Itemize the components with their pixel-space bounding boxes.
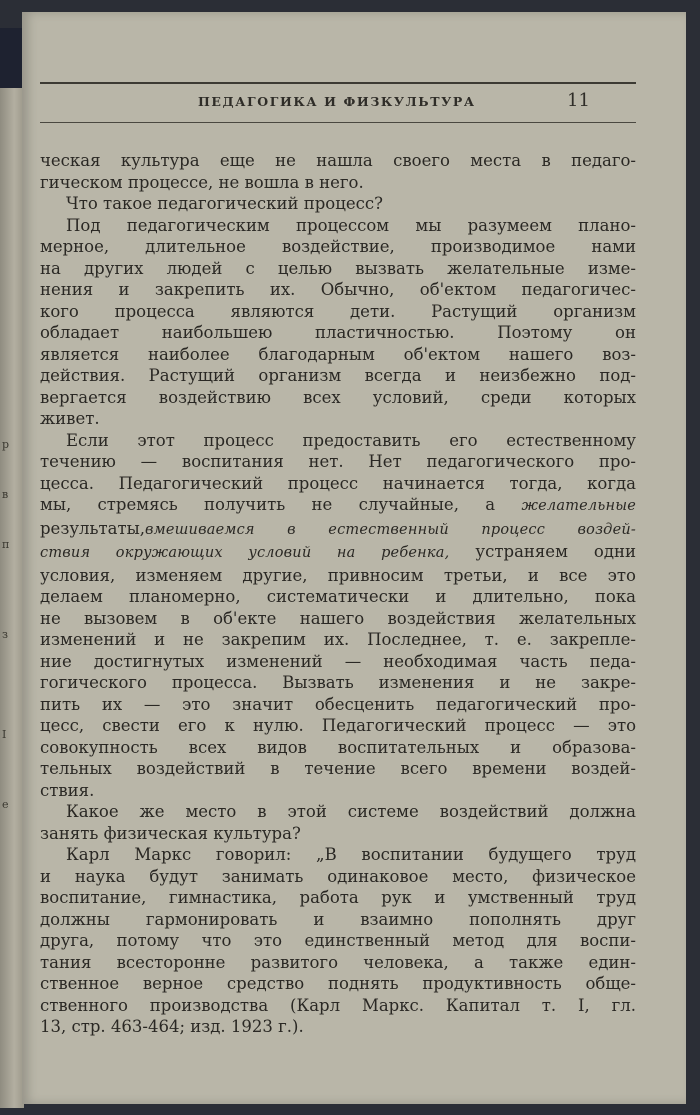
text-line: и наука будут занимать одинаковое место, физическое xyxy=(40,866,636,886)
italic-run: желательные xyxy=(521,498,636,514)
text-line: Что такое педагогический процесс? xyxy=(66,194,383,213)
text-line: ственного производства (Карл Маркс. Капитал т. I, гл. xyxy=(40,995,636,1015)
adjacent-page-glyph: р xyxy=(2,438,10,451)
adjacent-page-edge xyxy=(0,28,24,1108)
text-line: живет. xyxy=(40,409,100,428)
text-line: вергается воздействию всех условий, среди которых xyxy=(40,387,636,407)
text-line: Если этот процесс предоставить его естественному xyxy=(66,430,636,450)
text-line: делаем планомерно, систематически и длительно, пока xyxy=(40,587,636,606)
text-line: цесс, свести его к нулю. Педагогический процесс — это xyxy=(40,716,636,735)
text-line: течению — воспитания нет. Нет педагогического про- xyxy=(40,452,636,471)
text-line: нения и закрепить их. Обычно, об'ектом педагогичес- xyxy=(40,280,636,299)
text-line: мерное, длительное воздействие, производимое нами xyxy=(40,237,636,256)
body-text xyxy=(40,150,636,1038)
adjacent-page-glyph: е xyxy=(2,798,9,811)
text-line: 13, стр. 463-464; изд. 1923 г.). xyxy=(40,1017,304,1036)
text-line: на других людей с целью вызвать желательные изме- xyxy=(40,258,636,278)
text-line xyxy=(40,541,636,565)
adjacent-page-glyph: п xyxy=(2,538,10,551)
text-line xyxy=(40,494,636,518)
text-line: гогического процесса. Вызвать изменения и не закре- xyxy=(40,673,636,692)
text-line: занять физическая культура? xyxy=(40,823,301,843)
adjacent-page-glyph: I xyxy=(2,728,7,741)
text-line: изменений и не закрепим их. Последнее, т. е. закрепле- xyxy=(40,630,636,649)
text-line: пить их — это значит обесценить педагогический про- xyxy=(40,694,636,714)
page-number: 11 xyxy=(567,90,590,111)
text-line: Карл Маркс говорил: „В воспитании будущего труд xyxy=(66,845,636,864)
text-line xyxy=(40,518,636,542)
adjacent-page-glyph: з xyxy=(2,628,8,641)
italic-run: ствия окружающих условий на ребенка, xyxy=(40,545,450,561)
text-line: является наиболее благодарным об'ектом нашего воз- xyxy=(40,344,636,364)
text-line: тельных воздействий в течение всего времени воздей- xyxy=(40,759,636,778)
text-line: совокупность всех видов воспитательных и образова- xyxy=(40,737,636,757)
text-line: ние достигнутых изменений — необходимая часть педа- xyxy=(40,651,636,671)
text-line: ческая культура еще не нашла своего места в педаго- xyxy=(40,151,636,170)
text-line: не вызовем в об'екте нашего воздействия желательных xyxy=(40,608,636,628)
text-line: ствия. xyxy=(40,780,95,800)
text-run: устраняем одни xyxy=(449,542,636,561)
text-run: результаты, xyxy=(40,518,145,538)
text-line: цесса. Педагогический процесс начинается тогда, когда xyxy=(40,473,636,493)
text-line: обладает наибольшею пластичностью. Поэтому он xyxy=(40,323,636,342)
text-line: Под педагогическим процессом мы разумеем плано- xyxy=(66,215,636,235)
text-line: тания всесторонне развитого человека, а также един- xyxy=(40,952,636,972)
text-line: друга, потому что это единственный метод для воспи- xyxy=(40,931,636,950)
running-title: ПЕДАГОГИКА И ФИЗКУЛЬТУРА xyxy=(198,94,476,109)
text-line: гическом процессе, не вошла в него. xyxy=(40,172,364,192)
text-line: действия. Растущий организм всегда и неизбежно под- xyxy=(40,366,636,385)
text-line: ственное верное средство поднять продуктивность обще- xyxy=(40,974,636,993)
adjacent-page-glyph: в xyxy=(2,488,9,501)
header-rule-top xyxy=(40,82,636,84)
text-line: воспитание, гимнастика, работа рук и умственный труд xyxy=(40,888,636,907)
header-rule-bottom xyxy=(40,122,636,123)
text-line: кого процесса являются дети. Растущий организм xyxy=(40,301,636,321)
text-run: мы, стремясь получить не случайные, а xyxy=(40,495,496,514)
text-line: условия, изменяем другие, привносим третьи, и все это xyxy=(40,565,636,585)
book-page xyxy=(22,12,686,1104)
italic-run: вмешиваемся в естественный процесс воздей- xyxy=(144,521,636,538)
text-line: должны гармонировать и взаимно пополнять друг xyxy=(40,909,636,929)
text-line: Какое же место в этой системе воздействий должна xyxy=(66,802,636,821)
